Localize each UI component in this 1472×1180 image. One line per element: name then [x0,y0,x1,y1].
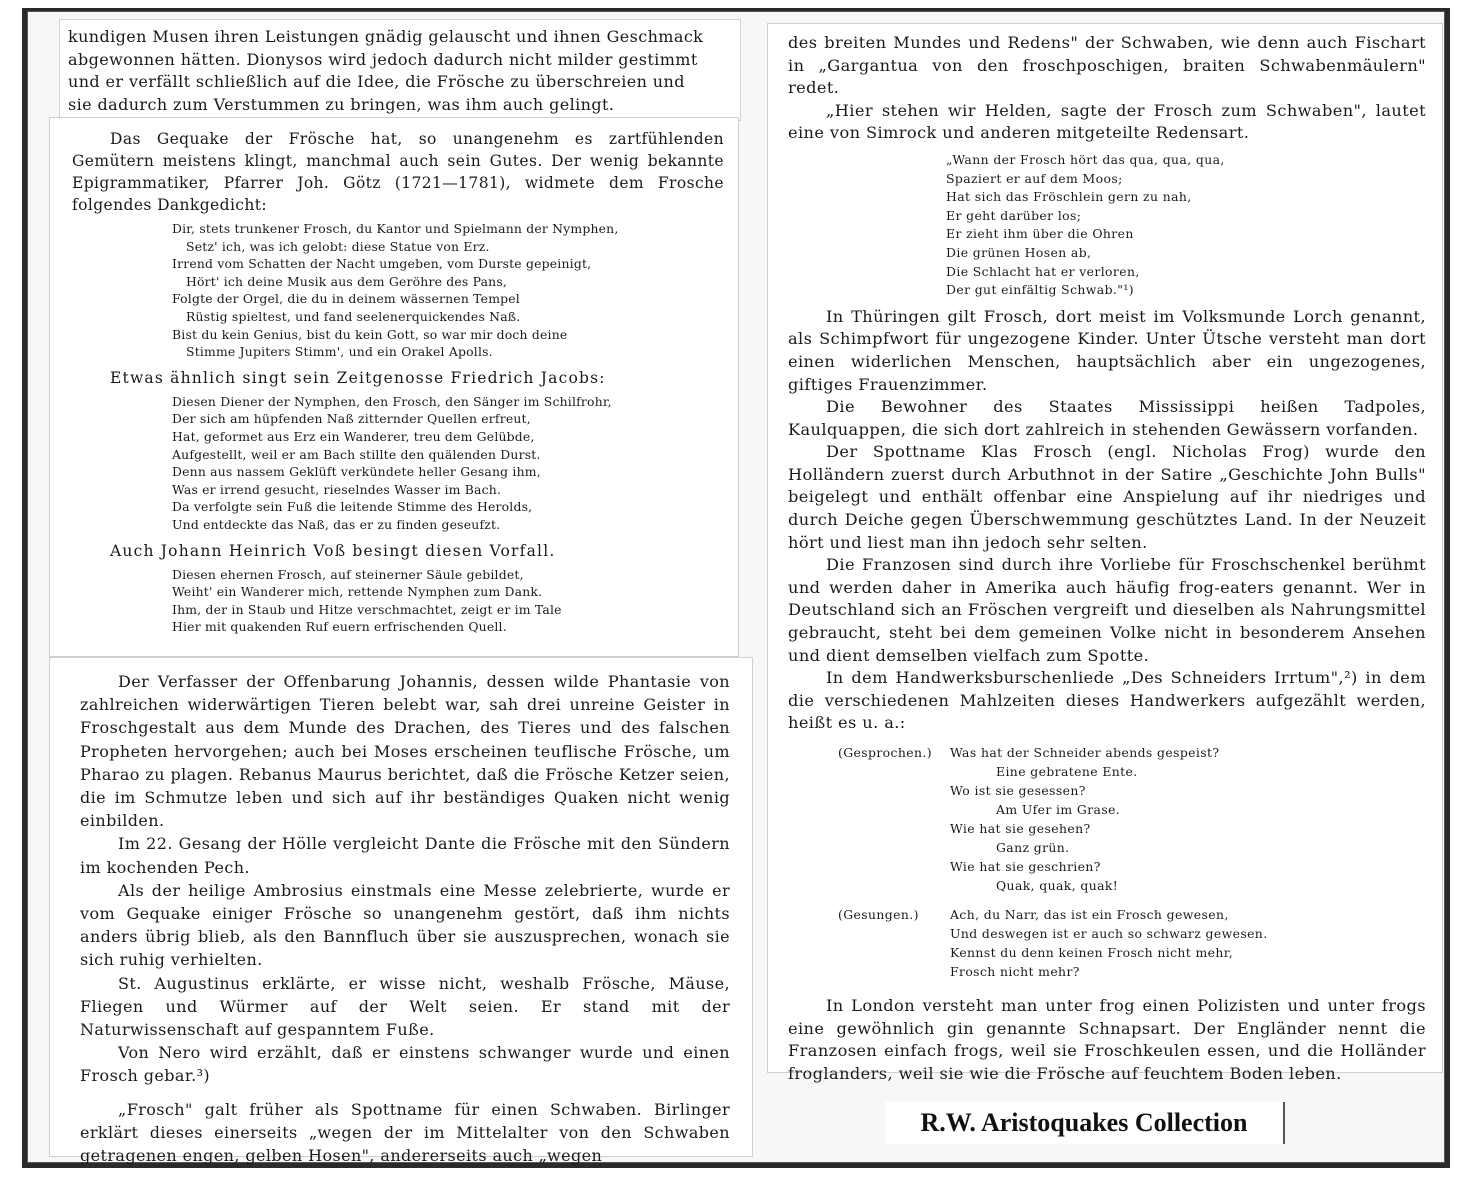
poem-line: „Wann der Frosch hört das qua, qua, qua, [946,151,1225,167]
poem-line: Dir, stets trunkener Frosch, du Kantor und Spielmann der Nymphen, [172,221,619,236]
poem-line: Der gut einfältig Schwab."¹) [946,282,1134,298]
clip4-paragraph-1: In Thüringen gilt Frosch, dort meist im Volksmunde Lorch genannt, als Schimpfwort für ungezogene Kinder. Unter Ütsche versteht man dort einen widerlichen Menschen, hauptsächlich aber ein ungezogenes, giftiges Frauenzimmer. [788,306,1426,394]
poem-line: Folgte der Orgel, die du in deinem wässernen Tempel [172,291,520,307]
song-sung-label: (Gesungen.) [838,907,919,922]
clip4-quote: „Hier stehen wir Helden, sagte der Frosch zum Schwaben", lautet eine von Simrock und anderen mitgeteilte Redensart. [788,100,1426,143]
clip1-line-3: und er verfällt schließlich auf die Idee, die Frösche zu überschreien und [68,72,685,91]
clip4-paragraph-4: Die Franzosen sind durch ihre Vorliebe für Froschschenkel berühmt und werden daher in Amerika auch häufig frog-eaters genannt. Wer in Deutschland sich an Fröschen vergreift und dieselben als Nahrungsmittel gebraucht, steht bei dem gemeinen Volke nicht in besonderem Ansehen und dient demselben vielfach zum Spotte. [788,555,1426,665]
song-line: Quak, quak, quak! [996,878,1119,893]
poem-line: Was er irrend gesucht, rieselndes Wasser im Bach. [172,481,502,497]
clip4-top: des breiten Mundes und Redens" der Schwaben, wie denn auch Fischart in „Gargantua von den froschposchigen, braiten Schwabenmäulern" redet. [788,33,1426,98]
song-line: Kennst du denn keinen Frosch nicht mehr, [950,945,1234,960]
poem-line: Denn aus nassem Geklüft verkündete heller Gesang ihm, [172,464,541,480]
clip3-paragraph-3: Als der heilige Ambrosius einstmals eine Messe zelebrierte, wurde er vom Gequake einiger Frösche so unangenehm gestört, daß ihm nichts anders übrig blieb, als den Bannfluch über sie auszusprechen, wonach sie sich ruhig verhielten. [80,880,730,970]
poem-line: Diesen ehernen Frosch, auf steinerner Säule gebildet, [172,566,524,582]
poem-line: Da verfolgte sein Fuß die leitende Stimme des Herolds, [172,499,533,515]
clipping-top-left [59,19,741,121]
clip3-paragraph-4: St. Augustinus erklärte, er wisse nicht, weshalb Frösche, Mäuse, Fliegen und Würmer auf der Welt seien. Er stand mit der Naturwissenschaft auf gespanntem Fuße. [80,973,730,1040]
song-schneider [838,743,1426,981]
poem-line: Setz' ich, was ich gelobt: diese Statue von Erz. [186,238,490,254]
clip3-paragraph-1: Der Verfasser der Offenbarung Johannis, dessen wilde Phantasie von zahlreichen widerwärtigen Tieren belebt war, sah drei unreine Geister in Froschgestalt aus dem Munde des Drachen, des Tieres und des falschen Propheten hervorgehen; auch bei Moses erscheinen teuflische Frösche, um Pharao zu plagen. Rebanus Maurus berichtet, daß die Frösche Ketzer seien, die im Schmutze leben und sich auf ihr beständiges Quaken nicht wenig einbilden. [80,672,730,831]
clip1-line-1: kundigen Musen ihren Leistungen gnädig gelauscht und ihnen Geschmack [68,27,704,46]
poem-line: Der sich am hüpfenden Naß zitternder Quellen erfreut, [172,411,531,427]
song-line: Frosch nicht mehr? [950,964,1080,979]
poem-line: Ihm, der in Staub und Hitze verschmachtet, zeigt er im Tale [172,601,562,617]
clipping-right-column [767,23,1443,1083]
song-line: Ach, du Narr, das ist ein Frosch gewesen, [950,907,1229,922]
clip3-paragraph-6: „Frosch" galt früher als Spottname für einen Schwaben. Birlinger erklärt dieses einerseits „wegen der im Mittelalter von den Schwaben getragenen engen, gelben Hosen", andererseits auch „wegen [80,1099,730,1166]
clip2-mid-1: Etwas ähnlich singt sein Zeitgenosse Friedrich Jacobs: [110,368,606,387]
clip4-paragraph-2: Die Bewohner des Staates Mississippi heißen Tadpoles, Kaulquappen, die sich dort zahlreich in stehenden Gewässern vorfanden. [788,397,1426,439]
poem-line: Rüstig spieltest, und fand seelenerquickendes Naß. [186,308,521,324]
clip4-paragraph-5: In dem Handwerksburschenliede „Des Schneiders Irrtum",²) in dem die verschiedenen Mahlzeiten dieses Handwerkers aufgezählt werden, heißt es u. a.: [788,668,1426,733]
poem-line: Stimme Jupiters Stimm', und ein Orakel Apolls. [186,344,493,360]
clip1-line-2: abgewonnen hätten. Dionysos wird jedoch dadurch nicht milder gestimmt [68,49,698,69]
clip3-paragraph-2: Im 22. Gesang der Hölle vergleicht Dante die Frösche mit den Sündern im kochenden Pech. [80,834,730,877]
clip2-intro: Das Gequake der Frösche hat, so unangenehm es zartfühlenden Gemütern meistens klingt, manchmal auch sein Gutes. Der wenig bekannte Epigrammatiker, Pfarrer Joh. Götz (1721—1781), widmete dem Frosche folgendes Dankgedicht: [72,130,724,214]
poem-line: Bist du kein Genius, bist du kein Gott, so war mir doch deine [172,326,568,342]
song-line: Wie hat sie geschrien? [950,859,1101,874]
clip2-mid-2: Auch Johann Heinrich Voß besingt diesen Vorfall. [110,541,556,560]
poem-line: Irrend vom Schatten der Nacht umgeben, vom Durste gepeinigt, [172,256,592,272]
poem-line: Hört' ich deine Musik aus dem Geröhre des Pans, [186,273,508,289]
poem-line: Er zieht ihm über die Ohren [946,226,1134,242]
poem-goetz [172,220,724,361]
poem-line: Die Schlacht hat er verloren, [946,263,1140,279]
clip3-paragraph-5: Von Nero wird erzählt, daß er einstens schwanger wurde und einen Frosch gebar.³) [80,1043,730,1086]
poem-line: Er geht darüber los; [946,207,1082,223]
poem-line: Hat sich das Fröschlein gern zu nah, [946,189,1192,205]
song-line: Wie hat sie gesehen? [950,821,1091,836]
poem-line: Diesen Diener der Nymphen, den Frosch, den Sänger im Schilfrohr, [172,393,612,409]
poem-schwab [946,151,1426,300]
poem-line: Spaziert er auf dem Moos; [946,170,1123,186]
poem-line: Hier mit quakenden Ruf euern erfrischenden Quell. [172,619,507,635]
poem-line: Und entdeckte das Naß, das er zu finden geseufzt. [172,516,501,532]
clip1-line-4: sie dadurch zum Verstummen zu bringen, was ihm auch gelingt. [68,94,615,114]
song-line: Ganz grün. [996,840,1070,855]
song-line: Und deswegen ist er auch so schwarz gewesen. [950,926,1268,941]
clipping-poems [49,117,739,657]
clip4-paragraph-3: Der Spottname Klas Frosch (engl. Nicholas Frog) wurde den Holländern zuerst durch Arbuthnot in der Satire „Geschichte John Bulls" beigelegt und enthält offenbar eine Anspielung auf ihr niedriges und durch Deiche gegen Überschwemmung geschütztes Land. In der Neuzeit hört und liest man ihn jedoch sehr selten. [788,442,1426,552]
song-line: Was hat der Schneider abends gespeist? [950,745,1220,760]
poem-voss [172,566,724,636]
clipping-bottom-left [49,657,753,1166]
scrapbook-page [22,8,1450,1168]
poem-line: Aufgestellt, weil er am Bach stillte den quälenden Durst. [172,446,541,462]
clip4-paragraph-6: In London versteht man unter frog einen Polizisten und unter frogs eine gewöhnlich gin genannte Schnapsart. Der Engländer nennt die Franzosen einfach frogs, weil sie Froschkeulen essen, und die Holländer froglanders, weil sie wie die Frösche auf feuchtem Boden leben. [788,996,1426,1083]
poem-line: Weiht' ein Wanderer mich, rettende Nymphen zum Dank. [172,584,543,600]
poem-line: Die grünen Hosen ab, [946,244,1092,260]
song-spoken-label: (Gesprochen.) [838,745,932,760]
poem-line: Hat, geformet aus Erz ein Wanderer, treu dem Gelübde, [172,428,535,444]
poem-jacobs [172,393,724,534]
collection-stamp: R.W. Aristoquakes Collection [885,1102,1285,1144]
song-line: Wo ist sie gesessen? [950,783,1086,798]
song-line: Eine gebratene Ente. [996,764,1138,779]
song-line: Am Ufer im Grase. [996,802,1121,817]
